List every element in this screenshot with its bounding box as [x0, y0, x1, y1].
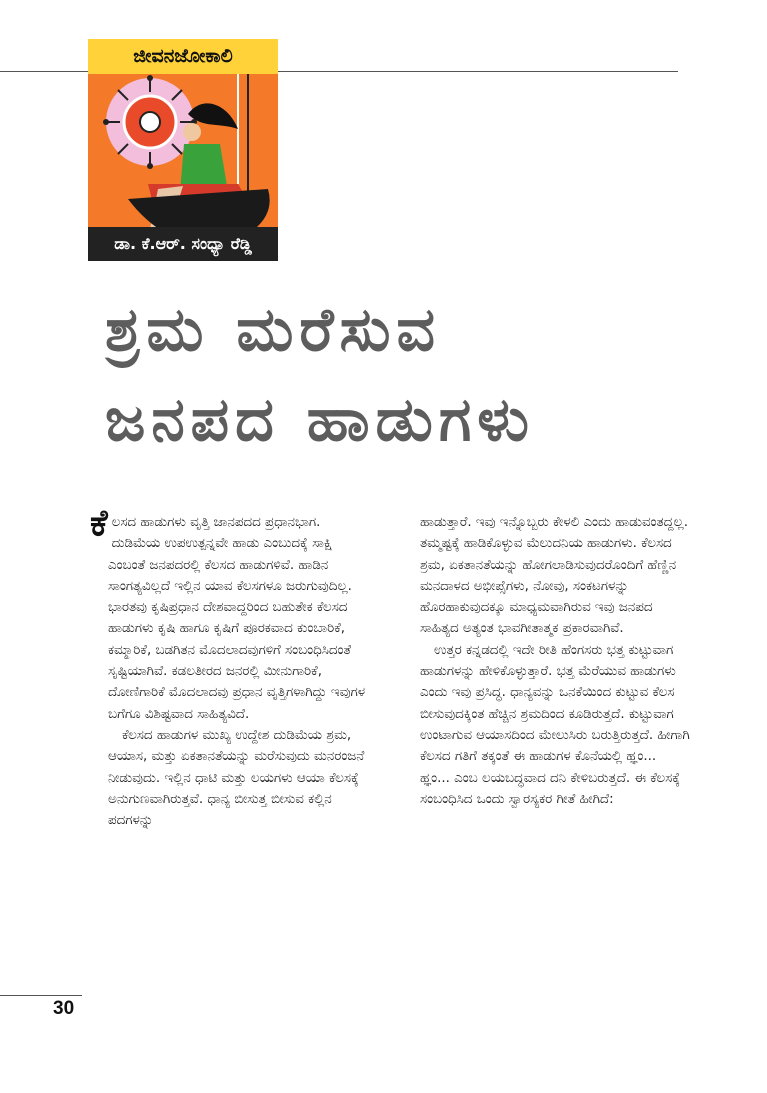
page-number-rule [0, 995, 82, 996]
author-name: ಡಾ. ಕೆ.ಆರ್. ಸಂಧ್ಯಾ ರೆಡ್ಡಿ [88, 227, 278, 261]
column-title: ಜೀವನಜೋಕಾಲಿ [88, 39, 278, 74]
headline-line-2: ಜನಪದ ಹಾಡುಗಳು [105, 385, 535, 455]
article-column-left [90, 503, 370, 831]
headline-line-1: ಶ್ರಮ ಮರೆಸುವ [105, 295, 442, 365]
dropcap: ಕೆ [90, 503, 108, 544]
paragraph-text: ಲಸದ ಹಾಡುಗಳು ವೃತ್ತಿ ಜಾನಪದದ ಪ್ರಧಾನಭಾಗ. ದುಡಿಮೆಯ ಉಪಉತ್ಪನ್ನವೇ ಹಾಡು ಎಂಬುದಕ್ಕೆ ಸಾಕ್ಷಿ ಎಂಬಂತೆ ಜನಪದರಲ್ಲಿ ಕೆಲಸದ ಹಾಡುಗಳಿವೆ. ಹಾಡಿನ ಸಾಂಗತ್ಯವಿಲ್ಲದೆ ಇಲ್ಲಿನ ಯಾವ ಕೆಲಸಗಳೂ ಜರುಗುವುದಿಲ್ಲ. ಭಾರತವು ಕೃಷಿಪ್ರಧಾನ ದೇಶವಾದ್ದರಿಂದ ಬಹುತೇಕ ಕೆಲಸದ ಹಾಡುಗಳು ಕೃಷಿ ಹಾಗೂ ಕೃಷಿಗೆ ಪೂರಕವಾದ ಕುಂಬಾರಿಕೆ, ಕಮ್ಮಾರಿಕೆ, ಬಡಗಿತನ ಮೊದಲಾದವುಗಳಿಗೆ ಸಂಬಂಧಿಸಿದಂತೆ ಸೃಷ್ಟಿಯಾಗಿವೆ. ಕಡಲತೀರದ ಜನರಲ್ಲಿ ಮೀನುಗಾರಿಕೆ, ದೋಣಿಗಾರಿಕೆ ಮೊದಲಾದವು ಪ್ರಧಾನ ವೃತ್ತಿಗಳಾಗಿದ್ದು ಇವುಗಳ ಬಗೆಗೂ ವಿಶಿಷ್ಟವಾದ ಸಾಹಿತ್ಯವಿದೆ. [108, 515, 366, 722]
paragraph [90, 503, 370, 725]
page-number: 30 [53, 998, 75, 1019]
paragraph: ಹಾಡುತ್ತಾರೆ. ಇವು ಇನ್ನೊಬ್ಬರು ಕೇಳಲಿ ಎಂದು ಹಾಡುವಂತದ್ದಲ್ಲ. ತಮ್ಮಷ್ಟಕ್ಕೆ ಹಾಡಿಕೊಳ್ಳುವ ಮೆಲುದನಿಯ ಹಾಡುಗಳು. ಕೆಲಸದ ಶ್ರಮ, ಏಕತಾನತೆಯನ್ನು ಹೋಗಲಾಡಿಸುವುದರೊಂದಿಗೆ ಹೆಣ್ಣಿನ ಮನದಾಳದ ಅಭೀಪ್ಸೆಗಳು, ನೋವು, ಸಂಕಟಗಳನ್ನು ಹೊರಹಾಕುವುದಕ್ಕೂ ಮಾಧ್ಯಮವಾಗಿರುವ ಇವು ಜನಪದ ಸಾಹಿತ್ಯದ ಅತ್ಯಂತ ಭಾವಗೀತಾತ್ಮಕ ಪ್ರಕಾರವಾಗಿವೆ. [420, 515, 688, 637]
column-logo-box [88, 39, 278, 261]
article-column-right [420, 512, 690, 810]
headline [105, 285, 705, 465]
paragraph: ಕೆಲಸದ ಹಾಡುಗಳ ಮುಖ್ಯ ಉದ್ದೇಶ ದುಡಿಮೆಯ ಶ್ರಮ, ಆಯಾಸ, ಮತ್ತು ಏಕತಾನತೆಯನ್ನು ಮರೆಸುವುದು ಮನರಂಜನೆ ನೀಡುವುದು. ಇಲ್ಲಿನ ಧಾಟಿ ಮತ್ತು ಲಯಗಳು ಆಯಾ ಕೆಲಸಕ್ಕೆ ಅನುಗುಣವಾಗಿರುತ್ತವೆ. ಧಾನ್ಯ ಬೀಸುತ್ತ ಬೀಸುವ ಕಲ್ಲಿನ ಪದಗಳನ್ನು [108, 727, 365, 829]
paragraph: ಉತ್ತರ ಕನ್ನಡದಲ್ಲಿ ಇದೇ ರೀತಿ ಹೆಂಗಸರು ಭತ್ತ ಕುಟ್ಟುವಾಗ ಹಾಡುಗಳನ್ನು ಹೇಳಿಕೊಳ್ಳುತ್ತಾರೆ. ಭತ್ತ ಮೆರೆಯುವ ಹಾಡುಗಳು ಎಂದು ಇವು ಪ್ರಸಿದ್ಧ. ಧಾನ್ಯವನ್ನು ಒನಕೆಯಿಂದ ಕುಟ್ಟುವ ಕೆಲಸ ಬೀಸುವುದಕ್ಕಿಂತ ಹೆಚ್ಚಿನ ಶ್ರಮದಿಂದ ಕೂಡಿರುತ್ತದೆ. ಕುಟ್ಟುವಾಗ ಉಂಟಾಗುವ ಆಯಾಸದಿಂದ ಮೇಲುಸಿರು ಬರುತ್ತಿರುತ್ತದೆ. ಹೀಗಾಗಿ ಕೆಲಸದ ಗತಿಗೆ ತಕ್ಕಂತೆ ಈ ಹಾಡುಗಳ ಕೊನೆಯಲ್ಲಿ ಹ್ಞಂ... ಹ್ಞಂ... ಎಂಬ ಲಯಬದ್ಧವಾದ ದನಿ ಕೇಳಿಬರುತ್ತದೆ. ಈ ಕೆಲಸಕ್ಕೆ ಸಂಬಂಧಿಸಿದ ಒಂದು ಸ್ವಾರಸ್ಯಕರ ಗೀತೆ ಹೀಗಿದೆ: [420, 642, 690, 807]
